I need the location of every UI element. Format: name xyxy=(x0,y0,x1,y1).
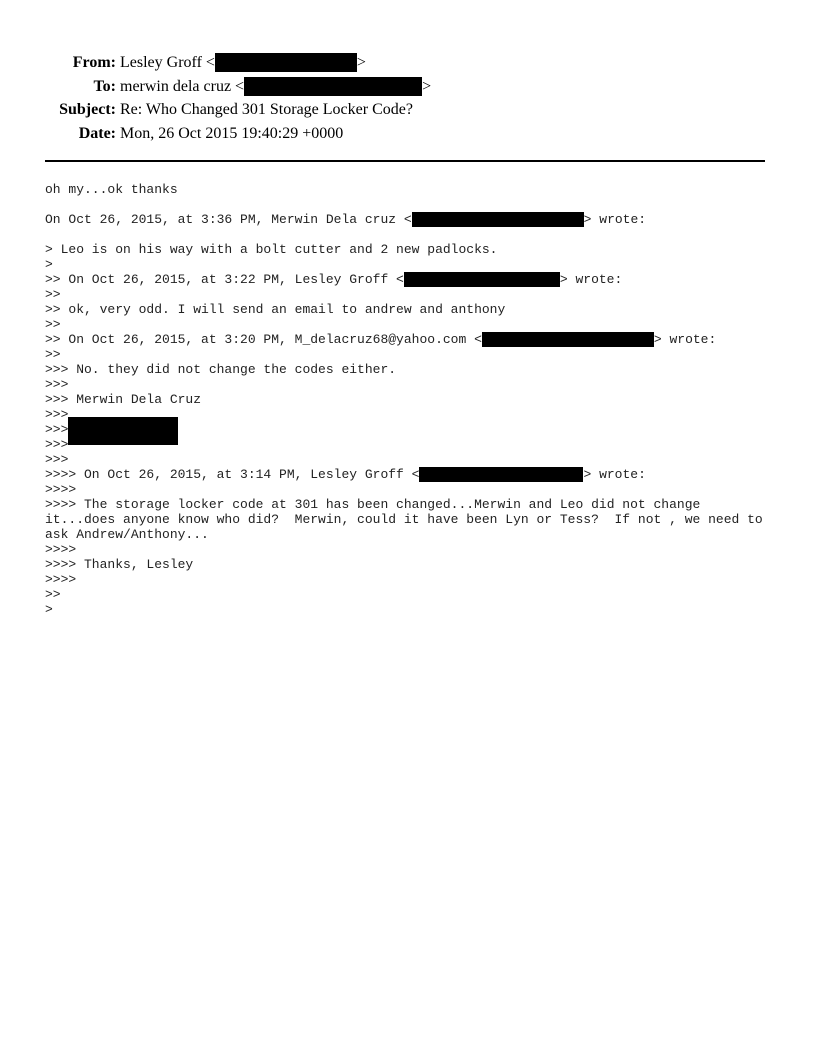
quote-header-text: >> On Oct 26, 2015, at 3:22 PM, Lesley Groff < xyxy=(45,272,404,287)
body-line: >> xyxy=(45,587,61,602)
redaction-box xyxy=(419,467,583,482)
from-close: > xyxy=(356,54,366,71)
body-line: oh my...ok thanks xyxy=(45,182,178,197)
subject-row xyxy=(0,98,816,122)
body-line: >>>> Thanks, Lesley xyxy=(45,557,194,572)
redaction-box xyxy=(482,332,654,347)
body-line: >> ok, very odd. I will send an email to andrew and anthony xyxy=(45,302,506,317)
date-label: Date: xyxy=(78,124,116,142)
blank-line xyxy=(45,197,775,212)
quote-header-end: > wrote: xyxy=(583,467,646,482)
body-line: >>>> xyxy=(45,542,77,557)
body-line: >>>> xyxy=(45,482,77,497)
quote-header-end: > wrote: xyxy=(583,212,647,227)
body-line: > xyxy=(45,257,53,272)
redaction-box xyxy=(244,77,422,96)
body-line: >> xyxy=(45,287,61,302)
from-value: Lesley Groff < xyxy=(120,54,215,71)
header-divider xyxy=(45,160,765,162)
quote-marker: >>> xyxy=(45,422,69,437)
to-close: > xyxy=(422,77,432,95)
date-row xyxy=(0,122,816,146)
body-paragraph: >>>> The storage locker code at 301 has been changed...Merwin and Leo did not change it...does anyone know who did? Merwin, could it have been Lyn or Tess? If not , we need to ask Andrew/Anthony... xyxy=(45,497,771,542)
quote-header-text: On Oct 26, 2015, at 3:36 PM, Merwin Dela cruz < xyxy=(45,212,412,227)
quote-header-end: > wrote: xyxy=(559,272,623,287)
body-line: > Leo is on his way with a bolt cutter and 2 new padlocks. xyxy=(45,242,498,257)
email-header xyxy=(0,51,816,145)
quote-header-text: >> On Oct 26, 2015, at 3:20 PM, M_delacruz68@yahoo.com < xyxy=(45,332,482,347)
redaction-box xyxy=(215,53,357,72)
quote-header-line xyxy=(45,332,775,347)
quote-header-line xyxy=(45,212,775,227)
body-line: > xyxy=(45,602,53,617)
blank-line xyxy=(45,227,775,242)
email-body xyxy=(45,182,775,617)
to-label: To: xyxy=(93,77,116,95)
body-line: >>> xyxy=(45,377,69,392)
body-line: >> xyxy=(45,317,61,332)
body-line: >>> xyxy=(45,407,69,422)
quote-header-line xyxy=(45,272,775,287)
redaction-box xyxy=(412,212,584,227)
subject-value: Re: Who Changed 301 Storage Locker Code? xyxy=(120,101,413,118)
body-line: >>> No. they did not change the codes either. xyxy=(45,362,397,377)
redaction-box xyxy=(404,272,560,287)
redaction-box xyxy=(68,417,178,445)
body-line: >>> xyxy=(45,437,69,452)
body-line: >>>> xyxy=(45,572,77,587)
from-label: From: xyxy=(72,54,116,71)
from-row xyxy=(0,51,816,75)
quote-header-line xyxy=(45,467,775,482)
subject-label: Subject: xyxy=(59,101,116,118)
to-row xyxy=(0,75,816,99)
quote-header-text: >>>> On Oct 26, 2015, at 3:14 PM, Lesley Groff < xyxy=(45,467,420,482)
body-line: >>> xyxy=(45,452,69,467)
quote-header-end: > wrote: xyxy=(653,332,717,347)
to-value: merwin dela cruz < xyxy=(120,77,245,95)
signature-redaction-line xyxy=(45,422,775,437)
body-line: >>> Merwin Dela Cruz xyxy=(45,392,202,407)
body-line: >> xyxy=(45,347,61,362)
date-value: Mon, 26 Oct 2015 19:40:29 +0000 xyxy=(120,124,344,142)
